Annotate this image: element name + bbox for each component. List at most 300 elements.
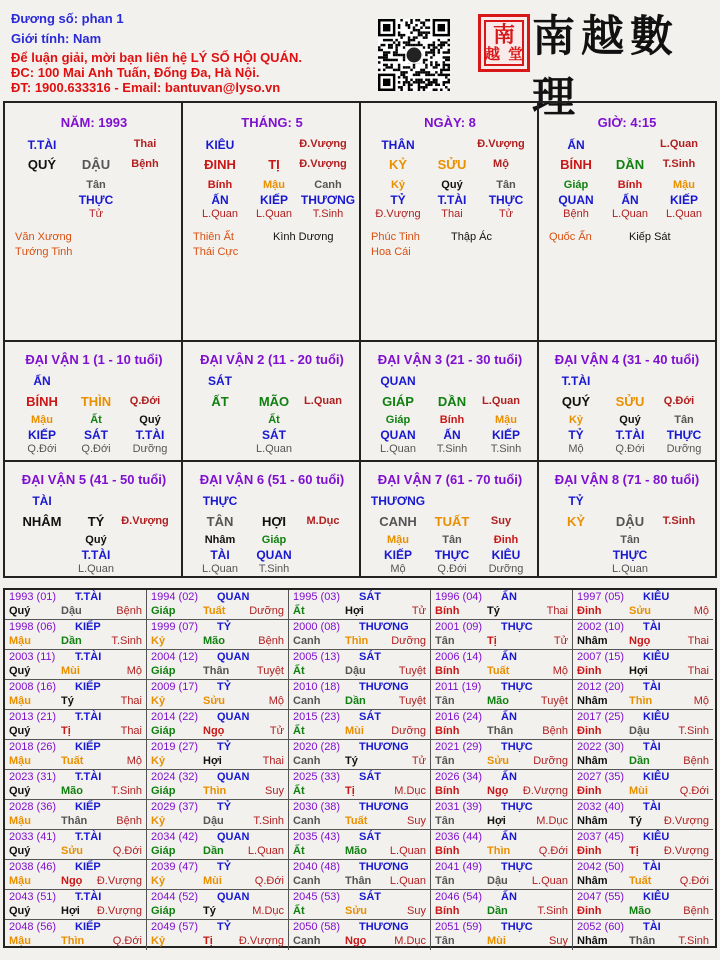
year-label: 1993 (01) <box>9 591 57 603</box>
luck-hidden-stem: Nhâm <box>204 534 236 546</box>
year-ten-god: ẤN <box>501 831 517 843</box>
pillar-life-stage-top: Đ.Vượng <box>477 138 525 150</box>
hidden-ten-god: T.TÀI <box>437 193 467 207</box>
year-stage: Q.Đới <box>112 935 142 947</box>
year-branch: Sửu <box>487 755 510 767</box>
year-stem: Nhâm <box>577 935 608 947</box>
hidden-stem: Bính <box>207 179 233 191</box>
year-label: 2040 (48) <box>293 861 341 873</box>
chart-cell <box>539 462 715 578</box>
year-cell <box>573 680 713 710</box>
phone-email-line: ĐT: 1900.633316 - Email: bantuvan@lyso.vn <box>11 80 281 95</box>
year-ten-god: TÀI <box>643 801 661 813</box>
year-ten-god: THỰC <box>501 921 533 933</box>
year-stage: Mộ <box>268 695 284 707</box>
hidden-ten-god: ẤN <box>211 193 229 207</box>
year-branch: Tị <box>487 635 497 647</box>
year-branch: Tý <box>61 695 74 707</box>
year-cell <box>431 890 573 920</box>
year-ten-god: ẤN <box>501 711 517 723</box>
year-branch: Hợi <box>61 905 80 917</box>
luck-pillar-title: ĐẠI VẬN 1 (1 - 10 tuổi) <box>25 352 163 367</box>
year-cell <box>431 920 573 950</box>
year-stage: M.Dục <box>536 815 568 827</box>
year-ten-god: THƯƠNG <box>359 681 409 693</box>
luck-branch: SỬU <box>615 394 645 409</box>
luck-branch: DẬU <box>615 514 645 529</box>
pillar-phase: Đ.Vượng <box>299 158 347 170</box>
year-cell <box>147 650 289 680</box>
year-label: 2000 (08) <box>293 621 341 633</box>
year-branch: Tị <box>345 785 355 797</box>
year-stem: Kỷ <box>151 875 166 887</box>
year-branch: Mão <box>345 845 367 857</box>
year-label: 1996 (04) <box>435 591 483 603</box>
year-label: 2014 (22) <box>151 711 199 723</box>
year-stage: L.Quan <box>389 845 426 857</box>
year-stem: Nhâm <box>577 695 608 707</box>
year-branch: Ngọ <box>203 725 225 737</box>
year-branch: Tý <box>487 605 500 617</box>
year-stem: Mậu <box>9 635 31 647</box>
year-ten-god: TỶ <box>217 921 232 933</box>
year-cell <box>573 860 713 890</box>
year-stem: Đinh <box>577 845 602 857</box>
year-label: 1995 (03) <box>293 591 341 603</box>
year-branch: Tị <box>629 845 639 857</box>
year-ten-god: THƯƠNG <box>359 801 409 813</box>
year-branch: Thân <box>203 665 230 677</box>
year-label: 2018 (26) <box>9 741 57 753</box>
year-ten-god: TỶ <box>217 861 232 873</box>
year-ten-god: KIẾP <box>75 801 101 813</box>
year-stem: Mậu <box>9 755 31 767</box>
year-label: 2006 (14) <box>435 651 483 663</box>
year-ten-god: KIẾP <box>75 861 101 873</box>
hidden-stage: L.Quan <box>201 208 239 220</box>
year-stem: Mậu <box>9 815 31 827</box>
year-stage: Tử <box>269 725 284 737</box>
year-stem: Quý <box>9 725 31 737</box>
pillar-ten-god: T.TÀI <box>27 138 57 152</box>
year-stage: M.Dục <box>394 785 426 797</box>
year-stem: Ất <box>293 725 305 737</box>
year-branch: Mùi <box>629 785 648 797</box>
luck-ten-god: THỰC <box>202 494 238 508</box>
chart-cell <box>5 103 183 342</box>
inauspicious-star: Kình Dương <box>273 231 334 243</box>
year-ten-god: THƯƠNG <box>359 861 409 873</box>
year-stem: Kỷ <box>151 755 166 767</box>
year-stage: Tử <box>411 755 426 767</box>
year-stage: Mộ <box>552 665 568 677</box>
hidden-ten-god: TỶ <box>390 193 406 207</box>
year-ten-god: THỰC <box>501 801 533 813</box>
year-stage: Mộ <box>693 695 709 707</box>
year-label: 2036 (44) <box>435 831 483 843</box>
luck-ten-god: TÀI <box>32 494 52 508</box>
year-ten-god: T.TÀI <box>75 891 102 903</box>
year-branch: Tuất <box>203 605 226 617</box>
luck-pillar-title: ĐẠI VẬN 5 (41 - 50 tuổi) <box>21 472 167 487</box>
year-label: 2044 (52) <box>151 891 199 903</box>
hidden-stem: Bính <box>617 179 643 191</box>
year-branch: Tý <box>345 755 358 767</box>
luck-hidden-stage: Q.Đới <box>437 563 467 575</box>
luck-hidden-ten-god: TỶ <box>568 428 584 442</box>
year-branch: Dậu <box>61 605 82 617</box>
year-cell <box>5 650 147 680</box>
year-branch: Ngọ <box>345 935 367 947</box>
pillar-ten-god: KIÊU <box>205 138 235 152</box>
year-label: 2038 (46) <box>9 861 57 873</box>
year-stage: Đ.Vượng <box>96 875 142 887</box>
year-stem: Bính <box>435 785 460 797</box>
year-cell <box>5 590 147 620</box>
year-ten-god: ẤN <box>501 771 517 783</box>
year-stem: Quý <box>9 605 31 617</box>
year-label: 2016 (24) <box>435 711 483 723</box>
year-cell <box>289 590 431 620</box>
year-ten-god: THỰC <box>501 681 533 693</box>
luck-hidden-ten-god: QUAN <box>380 428 416 442</box>
year-label: 2048 (56) <box>9 921 57 933</box>
luck-hidden-stage: Dưỡng <box>132 443 168 455</box>
chart-cell <box>361 462 539 578</box>
luck-stem: KỶ <box>566 514 586 529</box>
year-cell <box>5 740 147 770</box>
year-branch: Mão <box>487 695 509 707</box>
year-branch: Hợi <box>345 605 364 617</box>
year-stage: Q.Đới <box>538 845 568 857</box>
year-stem: Kỷ <box>151 695 166 707</box>
year-stem: Bính <box>435 725 460 737</box>
pillar-title: GIỜ: 4:15 <box>597 115 657 130</box>
hidden-stem: Giáp <box>563 179 589 191</box>
year-ten-god: TÀI <box>643 681 661 693</box>
year-stage: Bệnh <box>116 605 142 617</box>
luck-hidden-ten-god: T.TÀI <box>135 428 165 442</box>
luck-pillar-title: ĐẠI VẬN 7 (61 - 70 tuổi) <box>377 472 523 487</box>
year-stage: Thai <box>120 695 142 707</box>
hidden-ten-god: THỰC <box>488 193 524 207</box>
hidden-stage: L.Quan <box>665 208 703 220</box>
chart-cell <box>5 342 183 462</box>
luck-phase: Q.Đới <box>129 395 161 407</box>
year-label: 2041 (49) <box>435 861 483 873</box>
year-ten-god: T.TÀI <box>75 591 102 603</box>
year-branch: Sửu <box>203 695 226 707</box>
luck-ten-god: TỶ <box>568 494 584 508</box>
year-cell <box>431 710 573 740</box>
year-label: 2025 (33) <box>293 771 341 783</box>
year-label: 2010 (18) <box>293 681 341 693</box>
year-cell <box>431 830 573 860</box>
year-cell <box>573 890 713 920</box>
year-cell <box>5 770 147 800</box>
chart-cell <box>361 342 539 462</box>
chart-cell <box>183 462 361 578</box>
year-stem: Kỷ <box>151 935 166 947</box>
year-stem: Tân <box>435 755 455 767</box>
hidden-stage: T.Sinh <box>312 208 344 220</box>
year-cell <box>431 860 573 890</box>
luck-hidden-ten-god: KIẾP <box>27 428 57 442</box>
year-stage: Thai <box>120 725 142 737</box>
year-cell <box>573 620 713 650</box>
year-label: 2021 (29) <box>435 741 483 753</box>
luck-pillar-title: ĐẠI VẬN 8 (71 - 80 tuổi) <box>554 472 700 487</box>
year-ten-god: ẤN <box>501 591 517 603</box>
pillar-stem: ĐINH <box>204 157 236 172</box>
luck-pillar-title: ĐẠI VẬN 2 (11 - 20 tuổi) <box>200 352 344 367</box>
year-stem: Đinh <box>577 665 602 677</box>
luck-branch: TUẤT <box>434 514 470 529</box>
year-branch: Hợi <box>487 815 506 827</box>
year-ten-god: TÀI <box>643 861 661 873</box>
luck-hidden-stage: L.Quan <box>77 563 115 575</box>
year-stage: Suy <box>407 905 426 917</box>
pillar-ten-god: THÂN <box>381 138 415 152</box>
year-branch: Dậu <box>487 875 508 887</box>
luck-branch: DẦN <box>437 394 467 409</box>
year-branch: Tị <box>203 935 213 947</box>
year-branch: Thân <box>61 815 88 827</box>
year-stem: Quý <box>9 905 31 917</box>
year-branch: Ngọ <box>61 875 83 887</box>
pillar-stem: BÍNH <box>560 157 592 172</box>
luck-hidden-stem: Giáp <box>261 534 287 546</box>
year-stem: Tân <box>435 935 455 947</box>
year-stage: Bệnh <box>116 815 142 827</box>
year-ten-god: KIÊU <box>643 771 670 783</box>
pillar-stem: KỶ <box>388 157 408 172</box>
year-cell <box>147 890 289 920</box>
year-label: 2001 (09) <box>435 621 483 633</box>
year-label: 1994 (02) <box>151 591 199 603</box>
chart-cell <box>5 462 183 578</box>
year-label: 2013 (21) <box>9 711 57 723</box>
year-cell <box>147 680 289 710</box>
year-label: 2020 (28) <box>293 741 341 753</box>
year-stem: Canh <box>293 815 321 827</box>
pillar-life-stage-top: Thai <box>133 138 157 150</box>
year-label: 2011 (19) <box>435 681 482 693</box>
year-label: 2004 (12) <box>151 651 199 663</box>
year-ten-god: T.TÀI <box>75 831 102 843</box>
year-branch: Mùi <box>203 875 222 887</box>
luck-hidden-ten-god: THỰC <box>434 548 470 562</box>
luck-hidden-ten-god: SÁT <box>84 428 108 442</box>
year-ten-god: TỶ <box>217 681 232 693</box>
year-label: 2027 (35) <box>577 771 625 783</box>
year-stage: T.Sinh <box>537 905 568 917</box>
year-cell <box>5 800 147 830</box>
year-cell <box>289 740 431 770</box>
hidden-ten-god: KIẾP <box>669 193 699 207</box>
pillar-stem: QUÝ <box>27 157 57 172</box>
year-cell <box>573 920 713 950</box>
year-branch: Sửu <box>61 845 84 857</box>
luck-hidden-stem: Tân <box>442 534 462 546</box>
inauspicious-star: Kiếp Sát <box>629 231 671 243</box>
year-stage: Q.Đới <box>112 845 142 857</box>
year-branch: Thìn <box>203 785 227 797</box>
year-branch: Dần <box>61 635 82 647</box>
year-cell <box>147 830 289 860</box>
year-branch: Thân <box>629 935 656 947</box>
luck-phase: T.Sinh <box>662 515 696 527</box>
year-branch: Dần <box>629 755 650 767</box>
year-label: 2033 (41) <box>9 831 57 843</box>
year-cell <box>289 770 431 800</box>
year-stem: Tân <box>435 695 455 707</box>
year-stage: Q.Đới <box>679 785 709 797</box>
year-cell <box>147 860 289 890</box>
luck-ten-god: T.TÀI <box>561 374 591 388</box>
year-label: 2051 (59) <box>435 921 483 933</box>
year-cell <box>573 590 713 620</box>
chart-cell <box>183 103 361 342</box>
year-ten-god: SÁT <box>359 651 381 663</box>
hidden-stem: Kỷ <box>390 179 406 191</box>
hidden-stage: Tử <box>498 208 514 220</box>
luck-ten-god: QUAN <box>380 374 416 388</box>
year-label: 2030 (38) <box>293 801 341 813</box>
year-label: 1997 (05) <box>577 591 625 603</box>
year-stage: L.Quan <box>531 875 568 887</box>
year-ten-god: T.TÀI <box>75 771 102 783</box>
luck-hidden-ten-god: KIÊU <box>491 548 521 562</box>
year-stem: Tân <box>435 635 455 647</box>
luck-hidden-ten-god: ẤN <box>443 428 461 442</box>
pillar-phase: Mộ <box>493 158 509 170</box>
luck-hidden-stem: Quý <box>139 414 161 426</box>
year-stem: Giáp <box>151 605 176 617</box>
luck-hidden-ten-god: KIẾP <box>383 548 413 562</box>
year-ten-god: TỶ <box>217 801 232 813</box>
luck-hidden-stem: Tân <box>674 414 694 426</box>
luck-phase: Đ.Vượng <box>121 515 169 527</box>
luck-hidden-stem: Quý <box>619 414 641 426</box>
year-stage: Thai <box>546 605 568 617</box>
year-branch: Hợi <box>629 665 648 677</box>
year-label: 2017 (25) <box>577 711 625 723</box>
year-ten-god: KIẾP <box>75 741 101 753</box>
year-stage: Mộ <box>126 755 142 767</box>
year-label: 2032 (40) <box>577 801 625 813</box>
year-stage: Tử <box>553 635 568 647</box>
year-stem: Mậu <box>9 935 31 947</box>
hidden-ten-god: ẤN <box>621 193 639 207</box>
year-cell <box>147 710 289 740</box>
year-branch: Mùi <box>61 665 80 677</box>
year-label: 2022 (30) <box>577 741 625 753</box>
year-branch: Thân <box>345 875 372 887</box>
hidden-ten-god: THỰC <box>78 193 114 207</box>
luck-hidden-stem: Đinh <box>493 534 519 546</box>
year-stage: M.Dục <box>252 905 284 917</box>
hidden-stem: Tân <box>496 179 516 191</box>
year-ten-god: THƯƠNG <box>359 921 409 933</box>
year-label: 2043 (51) <box>9 891 57 903</box>
year-branch: Mão <box>629 905 651 917</box>
year-ten-god: THỰC <box>501 741 533 753</box>
year-stem: Bính <box>435 905 460 917</box>
pillar-title: THÁNG: 5 <box>241 115 303 130</box>
luck-hidden-ten-god: SÁT <box>262 428 286 442</box>
hidden-stage: L.Quan <box>611 208 649 220</box>
pillar-branch: TỊ <box>268 157 280 172</box>
hidden-ten-god: QUAN <box>558 193 594 207</box>
pillar-phase: T.Sinh <box>662 158 696 170</box>
year-label: 2019 (27) <box>151 741 199 753</box>
year-cell <box>147 620 289 650</box>
year-stage: Đ.Vượng <box>663 815 709 827</box>
year-stem: Canh <box>293 695 321 707</box>
year-stem: Canh <box>293 755 321 767</box>
year-label: 2002 (10) <box>577 621 625 633</box>
year-stem: Bính <box>435 665 460 677</box>
luck-hidden-stage: Q.Đới <box>81 443 111 455</box>
year-cell <box>5 890 147 920</box>
luck-stem: TÂN <box>206 514 234 529</box>
year-ten-god: KIÊU <box>643 711 670 723</box>
luck-hidden-ten-god: THỰC <box>666 428 702 442</box>
luck-phase: L.Quan <box>304 395 342 407</box>
year-stage: Dưỡng <box>249 605 284 617</box>
year-cell <box>147 800 289 830</box>
year-cell <box>289 800 431 830</box>
year-ten-god: THƯƠNG <box>359 621 409 633</box>
year-cell <box>431 620 573 650</box>
owner-label: Đương số: phan 1 <box>11 11 124 26</box>
luck-hidden-stem: Mậu <box>495 414 517 426</box>
year-stage: Đ.Vượng <box>663 845 709 857</box>
luck-hidden-stage: T.Sinh <box>436 443 468 455</box>
year-label: 2003 (11) <box>9 651 56 663</box>
hidden-stem: Mậu <box>263 179 285 191</box>
luck-hidden-stage: Mộ <box>390 563 406 575</box>
year-stem: Đinh <box>577 605 602 617</box>
year-ten-god: KIÊU <box>643 831 670 843</box>
hidden-ten-god: THƯƠNG <box>300 193 356 207</box>
year-cell <box>573 740 713 770</box>
year-branch: Dần <box>203 845 224 857</box>
luck-hidden-stage: L.Quan <box>379 443 417 455</box>
year-stage: Bệnh <box>683 755 709 767</box>
luck-stem: BÍNH <box>26 394 58 409</box>
year-branch: Dần <box>487 905 508 917</box>
year-stage: Tuyệt <box>540 695 568 707</box>
year-stem: Giáp <box>151 845 176 857</box>
year-branch: Tị <box>61 725 71 737</box>
year-stage: Dưỡng <box>533 755 568 767</box>
year-label: 2029 (37) <box>151 801 199 813</box>
year-branch: Tý <box>203 905 216 917</box>
luck-hidden-ten-god: T.TÀI <box>615 428 645 442</box>
year-ten-god: QUAN <box>217 591 250 603</box>
year-cell <box>147 590 289 620</box>
luck-stem: QUÝ <box>561 394 591 409</box>
year-stem: Mậu <box>9 695 31 707</box>
contact-line: Để luận giải, mời bạn liên hệ LÝ SỐ HỘI QUÁN. <box>11 50 302 65</box>
year-stage: Q.Đới <box>679 875 709 887</box>
year-ten-god: ẤN <box>501 651 517 663</box>
year-cell <box>147 770 289 800</box>
year-stem: Đinh <box>577 725 602 737</box>
year-branch: Tuất <box>487 665 510 677</box>
